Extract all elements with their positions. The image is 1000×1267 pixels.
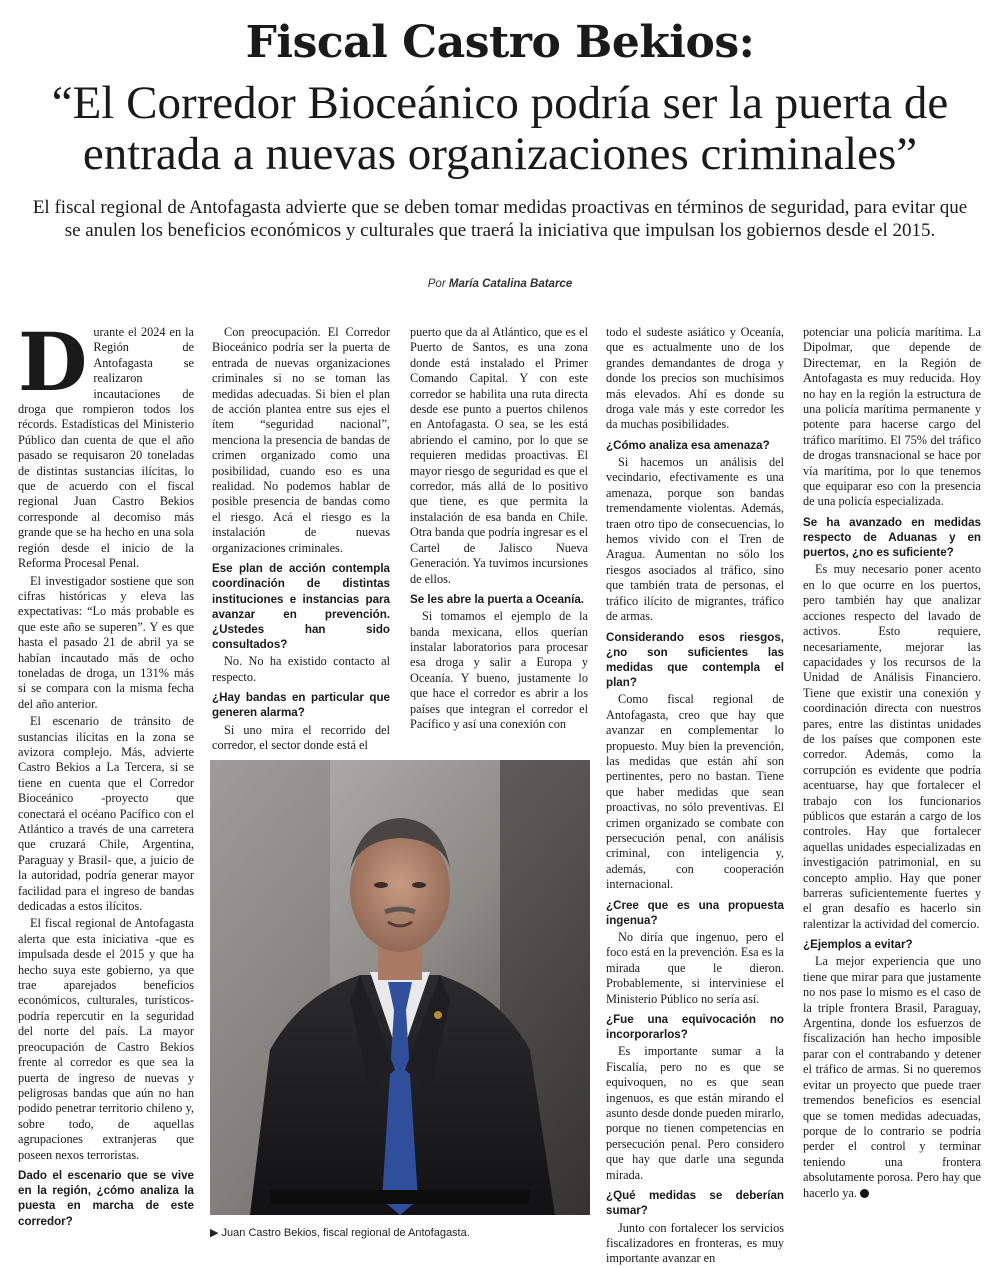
body-paragraph: El investigador sostiene que son cifras históricas y eleva las expectativas: “Lo más probable es que este año se superen”. Y es que hasta el pasado 21 de abril ya se habían incautado más de ocho toneladas de droga, un 131% más si se compara con la misma fecha del año anterior.: [18, 573, 194, 711]
caption-text: Juan Castro Bekios, fiscal regional de Antofagasta.: [221, 1227, 470, 1239]
interview-question: Se ha avanzado en medidas respecto de Aduanas y en puertos, ¿no es suficiente?: [803, 515, 981, 560]
body-column-3: [410, 325, 588, 745]
body-paragraph: Como fiscal regional de Antofagasta, creo que hay que avanzar en complementar lo propuesto. Muy bien la prevención, las medidas que están ahí son pertinentes, pero no bastan. Tiene que haber medidas que sean proactivas, no sólo preventivas. El crimen organizado se combate con persecución penal, con análisis criminal, con inteligencia y, además, con cooperación internacional.: [606, 692, 784, 892]
headline-quote: “El Corredor Bioceánico podría ser la puerta de entrada a nuevas organizaciones criminales”: [51, 77, 949, 180]
interview-question: ¿Hay bandas en particular que generen alarma?: [212, 691, 390, 720]
interview-question: ¿Cómo analiza esa amenaza?: [606, 438, 770, 452]
body-paragraph: puerto que da al Atlántico, que es el Puerto de Santos, es una zona donde está instalado el Primer Comando Capital. Y con este corredor se habilita una ruta directa desde ese punto a puertos chilenos en Antofagasta. O sea, se les está abriendo el camino, por lo que se requieren medidas proactivas. El mayor riesgo de seguridad es que el corredor, más allá de lo positivo que tiene, es que permita la instalación de esa banda en Chile. Otra banda que podría ingresar es el Cartel de Jalisco Nueva Generación. Ya tuvimos incursiones de ellos.: [410, 325, 588, 586]
interview-question: ¿Qué medidas se deberían sumar?: [606, 1189, 784, 1218]
body-column-5: [803, 325, 981, 1247]
paragraph-text: La mejor experiencia que uno tiene que mirar para que justamente no nos pase lo mismo es el caso de la triple frontera Brasil, Paraguay, Argentina, donde los esfuerzos de fiscalización han hecho imposible parar con el contrabando y detener el tráfico de armas. Si no queremos evitar un proyecto que puede traer tremendos beneficios es esencial que se tomen medidas adecuadas, porque de lo contrario se podría perder el control y terminar teniendo una frontera absolutamente porosa. Pero hay que hacerlo ya.: [803, 954, 981, 1200]
body-column-2: [212, 325, 390, 752]
portrait-photo: [210, 760, 590, 1215]
body-paragraph: [803, 954, 981, 1201]
body-paragraph: Con preocupación. El Corredor Bioceánico podría ser la puerta de entrada de nuevas organizaciones criminales si no se toman las medidas adecuadas. Si bien el plan de acción plantea entre sus ejes el ítem “seguridad nacional”, menciona la presencia de bandas de crimen organizado como una posibilidad, cuando eso es una realidad. No podemos hablar de posible presencia de bandas como el riesgo. Acá el riesgo es la instalación de nuevas organizaciones criminales.: [212, 325, 390, 555]
end-mark-icon: [860, 1189, 869, 1198]
body-column-1: [18, 315, 194, 1247]
portrait-image: [210, 760, 590, 1215]
body-paragraph: Si tomamos el ejemplo de la banda mexicana, ellos querían instalar laboratorios para procesar esa droga y salir a Europa y Oceanía. Y bueno, justamente lo que hace el corredor es abrir a los países que integran el corredor el Pacífico y así una conexión con: [410, 609, 588, 731]
byline-prefix: Por: [427, 278, 446, 290]
drop-cap: D: [18, 315, 88, 409]
body-paragraph: [18, 315, 194, 572]
body-paragraph: El fiscal regional de Antofagasta alerta que esta iniciativa -que es impulsada desde el 2015 y que ha hecho suya este gobierno, ya que trae aparejados beneficios económicos, culturales, turísticos- podría repercutir en la seguridad del norte del país. La mayor preocupación de Castro Bekios frente al corredor es que sea la puerta de ingreso de nuevas y peligrosas bandas que aún no han podido penetrar territorio chileno y, sobre todo, de aquellas agrupaciones extranjeras que poseen nexos terroristas.: [18, 916, 194, 1162]
body-paragraph: potenciar una policía marítima. La Dipolmar, que depende de Directemar, en la Región de Antofagasta es muy reducida. Hoy no hay en la región la estructura de una policía marítima permanente y potente para hacerse cargo del tráfico marítimo. El 75% del tráfico de drogas transnacional se hace por vía marítima, por lo que tenemos que equiparar eso con la presencia de una policía especializada.: [803, 325, 981, 509]
interview-question: ¿Cree que es una propuesta ingenua?: [606, 898, 784, 927]
body-paragraph: Si hacemos un análisis del vecindario, efectivamente es una amenaza, porque son bandas tremendamente violentas. Además, traen otro tipo de consecuencias, lo hemos vivido con el Tren de Aragua. Aumentan no sólo los riesgos asociados al tráfico, sino que también trata de personas, el tráfico ilícito de migrantes, tráfico de armas.: [606, 455, 784, 624]
interview-question: ¿Fue una equivocación no incorporarlos?: [606, 1013, 784, 1042]
body-paragraph: El escenario de tránsito de sustancias ilícitas en la zona se avizora complejo. Más, advierte Castro Bekios a La Tercera, si se tiene en cuenta que el Corredor Bioceánico -proyecto que conectará el océano Pacífico con el Atlántico a través de una carretera que cruzará Chile, Argentina, Paraguay y Brasil- que, a juicio de la autoridad, podría generar mayor facilidad para el ingreso de bandas dedicadas a estos ilícitos.: [18, 714, 194, 914]
headline: Fiscal Castro Bekios:: [245, 17, 755, 68]
body-column-4: [606, 325, 784, 1266]
interview-question: Considerando esos riesgos, ¿no son suficientes las medidas que contempla el plan?: [606, 630, 784, 690]
interview-question: Dado el escenario que se vive en la región, ¿cómo analiza la puesta en marcha de este corredor?: [18, 1168, 194, 1228]
paragraph-text: urante el 2024 en la Región de Antofagasta se realizaron incautaciones de droga que rompieron todos los récords. Estadísticas del Ministerio Público dan cuenta de que el año pasado se requisaron 20 toneladas de distintas sustancias ilícitas, lo que de acuerdo con el fiscal regional Juan Castro Bekios corresponde al decomiso más grande que se ha hecho en una sola región desde el inicio de la Reforma Procesal Penal.: [18, 325, 194, 571]
interview-question: ¿Ejemplos a evitar?: [803, 938, 913, 952]
byline-author: María Catalina Batarce: [448, 278, 573, 290]
body-paragraph: Es importante sumar a la Fiscalía, pero no es que se equivoquen, no es que sean ingenuos, es que están mirando el asunto desde donde pueden mirarlo, porque no tienen competencias en persecución penal. Pero considero que hay que darle una segunda mirada.: [606, 1044, 784, 1182]
body-paragraph: No diría que ingenuo, pero el foco está en la prevención. Esa es la mirada que le dieron. Probablemente, si interviniese el Ministerio Público no sería así.: [606, 930, 784, 1006]
interview-question: Se les abre la puerta a Oceanía.: [410, 592, 584, 606]
body-paragraph: No. No ha existido contacto al respecto.: [212, 654, 390, 684]
deck: El fiscal regional de Antofagasta advierte que se deben tomar medidas proactivas en términos de seguridad, para evitar que se anulen los beneficios económicos y culturales que traerá la iniciativa que impulsan los gobiernos desde el 2015.: [32, 197, 968, 241]
interview-question: Ese plan de acción contempla coordinación de distintas instituciones e instancias para avanzar en prevención. ¿Ustedes han sido consultados?: [212, 562, 390, 652]
body-paragraph: Es muy necesario poner acento en lo que ocurre en los puertos, pero también hay que analizar acciones respecto del lavado de activos. Esto requiere, necesariamente, mejorar las capacidades y los recursos de la Unidad de Análisis Financiero. Tiene que existir una conexión y coordinación directa con nuestros pares, entre las distintas unidades de los países que componen este corredor. Además, como la corrupción es evidente que podría acentuarse, hay que fortalecer el trabajo con los funcionarios públicos que estarán a cargo de los controles. Hay que fortalecer aquellas unidades especializadas en investigación patrimonial, en su concepto amplio. Hay que poner barreras suficientemente fuertes y el gran desafío es hacerlo sin ralentizar la actividad del comercio.: [803, 562, 981, 931]
body-paragraph: todo el sudeste asiático y Oceanía, que es actualmente uno de los grandes demandantes de droga y donde los precios son muchísimos más elevados. Ahí es donde su droga vale más y este corredor les da muchas posibilidades.: [606, 325, 784, 432]
byline: [0, 278, 1000, 290]
body-paragraph: Junto con fortalecer los servicios fiscalizadores en fronteras, es muy importante avanzar en: [606, 1220, 784, 1266]
body-paragraph: Si uno mira el recorrido del corredor, el sector donde está el: [212, 722, 390, 752]
photo-caption: [210, 1226, 590, 1239]
caption-arrow-icon: ▶: [210, 1227, 219, 1239]
